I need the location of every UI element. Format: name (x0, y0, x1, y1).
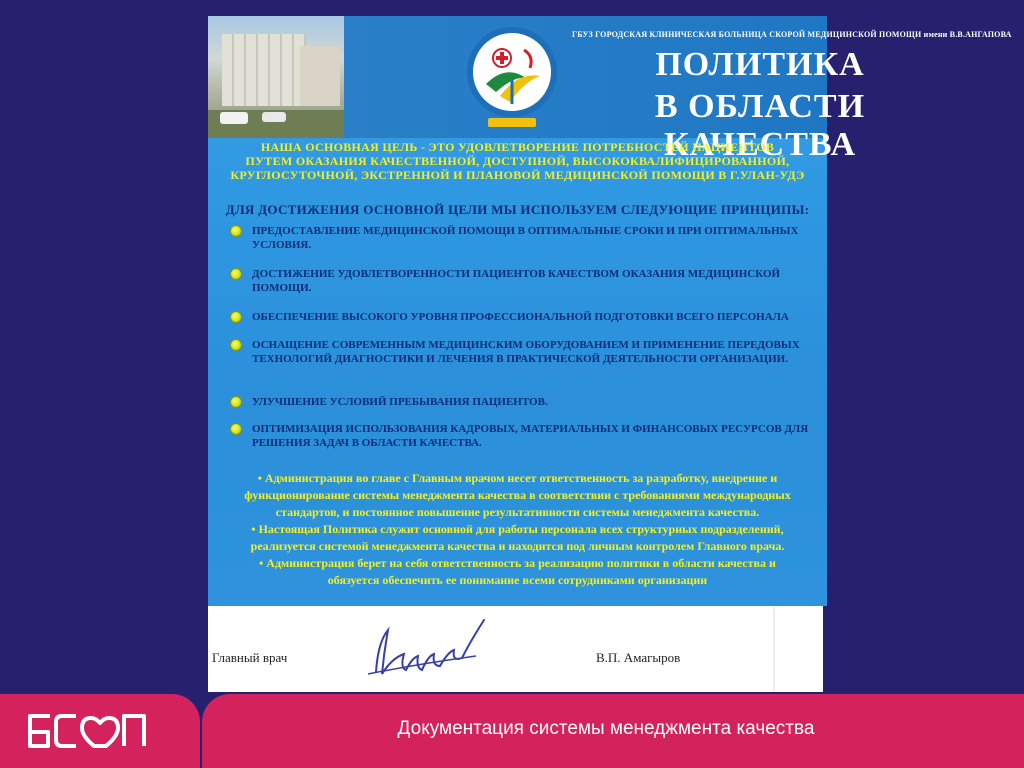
principle-item (230, 224, 816, 252)
footer-bar (0, 694, 1024, 768)
admin-line: стандартов, и постоянное повышение результативности системы менеджмента качества. (275, 505, 760, 519)
bullet-dot-icon (230, 311, 242, 323)
admin-line: • Администрация во главе с Главным врачом несет ответственность за разработку, внедрение и (257, 471, 778, 485)
admin-line: функционирование системы менеджмента качества в соответствии с требованиями международных (244, 488, 791, 502)
signature-icon (358, 612, 498, 682)
quality-policy-poster (208, 16, 1012, 606)
main-goal (208, 140, 827, 182)
goal-line: ПУТЕМ ОКАЗАНИЯ КАЧЕСТВЕННОЙ, ДОСТУПНОЙ, ВЫСОКОКВАЛИФИЦИРОВАННОЙ, (245, 154, 790, 168)
principle-text: УЛУЧШЕНИЕ УСЛОВИЙ ПРЕБЫВАНИЯ ПАЦИЕНТОВ. (252, 396, 548, 408)
poster-title-line2: В ОБЛАСТИ КАЧЕСТВА (654, 88, 866, 163)
admin-line: обязуется обеспечить ее понимание всеми сотрудниками организации (327, 573, 708, 587)
principle-text: ДОСТИЖЕНИЕ УДОВЛЕТВОРЕННОСТИ ПАЦИЕНТОВ КАЧЕСТВОМ ОКАЗАНИЯ МЕДИЦИНСКОЙ ПОМОЩИ. (252, 268, 781, 294)
signature-block (208, 606, 823, 692)
principle-text: ПРЕДОСТАВЛЕНИЕ МЕДИЦИНСКОЙ ПОМОЩИ В ОПТИМАЛЬНЫЕ СРОКИ И ПРИ ОПТИМАЛЬНЫХ УСЛОВИЯ. (252, 225, 799, 251)
hospital-logo-icon (466, 20, 558, 132)
principle-item (230, 395, 816, 409)
paper-edge (773, 606, 775, 692)
principle-item (230, 310, 816, 324)
bullet-dot-icon (230, 268, 242, 280)
principle-text: ОПТИМИЗАЦИЯ ИСПОЛЬЗОВАНИЯ КАДРОВЫХ, МАТЕРИАЛЬНЫХ И ФИНАНСОВЫХ РЕСУРСОВ ДЛЯ РЕШЕНИЯ ЗАДАЧ В ОБЛАСТИ КАЧЕСТВА. (252, 423, 809, 449)
principle-item (230, 267, 816, 295)
building-wing-shape (300, 46, 340, 106)
signature-role: Главный врач (212, 650, 288, 665)
admin-line: реализуется системой менеджмента качества и находится под личным контролем Главного врача. (250, 539, 785, 553)
principle-item (230, 422, 816, 450)
admin-line: • Администрация берет на себя ответственность за реализацию политики в области качества и (259, 556, 776, 570)
hospital-name: ГБУЗ ГОРОДСКАЯ КЛИНИЧЕСКАЯ БОЛЬНИЦА СКОРОЙ МЕДИЦИНСКОЙ ПОМОЩИ имени В.В.АНГАПОВА (572, 30, 1012, 39)
administration-statements (216, 470, 819, 589)
admin-line: • Настоящая Политика служит основной для работы персонала всех структурных подразделений, (251, 522, 784, 536)
signature-name: В.П. Амагыров (596, 650, 681, 665)
principle-text: ОБЕСПЕЧЕНИЕ ВЫСОКОГО УРОВНЯ ПРОФЕССИОНАЛЬНОЙ ПОДГОТОВКИ ВСЕГО ПЕРСОНАЛА (252, 311, 789, 323)
principle-text: ОСНАЩЕНИЕ СОВРЕМЕННЫМ МЕДИЦИНСКИМ ОБОРУДОВАНИЕМ И ПРИМЕНЕНИЕ ПЕРЕДОВЫХ ТЕХНОЛОГИЙ ДИАГНОСТИКИ И ЛЕЧЕНИЯ В ПРАКТИЧЕСКОЙ ДЕЯТЕЛЬНОСТИ ОРГАНИЗАЦИИ. (252, 339, 800, 365)
bullet-dot-icon (230, 423, 242, 435)
bullet-dot-icon (230, 396, 242, 408)
principles-heading: ДЛЯ ДОСТИЖЕНИЯ ОСНОВНОЙ ЦЕЛИ МЫ ИСПОЛЬЗУЕМ СЛЕДУЮЩИЕ ПРИНЦИПЫ: (225, 202, 810, 217)
footer-caption: Документация системы менеджмента качества (397, 718, 815, 739)
car-shape (262, 112, 286, 122)
bullet-dot-icon (230, 339, 242, 351)
hospital-photo (208, 16, 344, 138)
building-shape (222, 34, 306, 106)
principle-item (230, 338, 816, 366)
ambulance-shape (220, 112, 248, 124)
poster-title-line1: ПОЛИТИКА (655, 46, 865, 83)
goal-line: КРУГЛОСУТОЧНОЙ, ЭКСТРЕННОЙ И ПЛАНОВОЙ МЕДИЦИНСКОЙ ПОМОЩИ В Г.УЛАН-УДЭ (230, 168, 805, 182)
bullet-dot-icon (230, 225, 242, 237)
goal-line: НАША ОСНОВНАЯ ЦЕЛЬ - ЭТО УДОВЛЕТВОРЕНИЕ ПОТРЕБНОСТЕЙ ПАЦИЕНТОВ (260, 140, 775, 154)
